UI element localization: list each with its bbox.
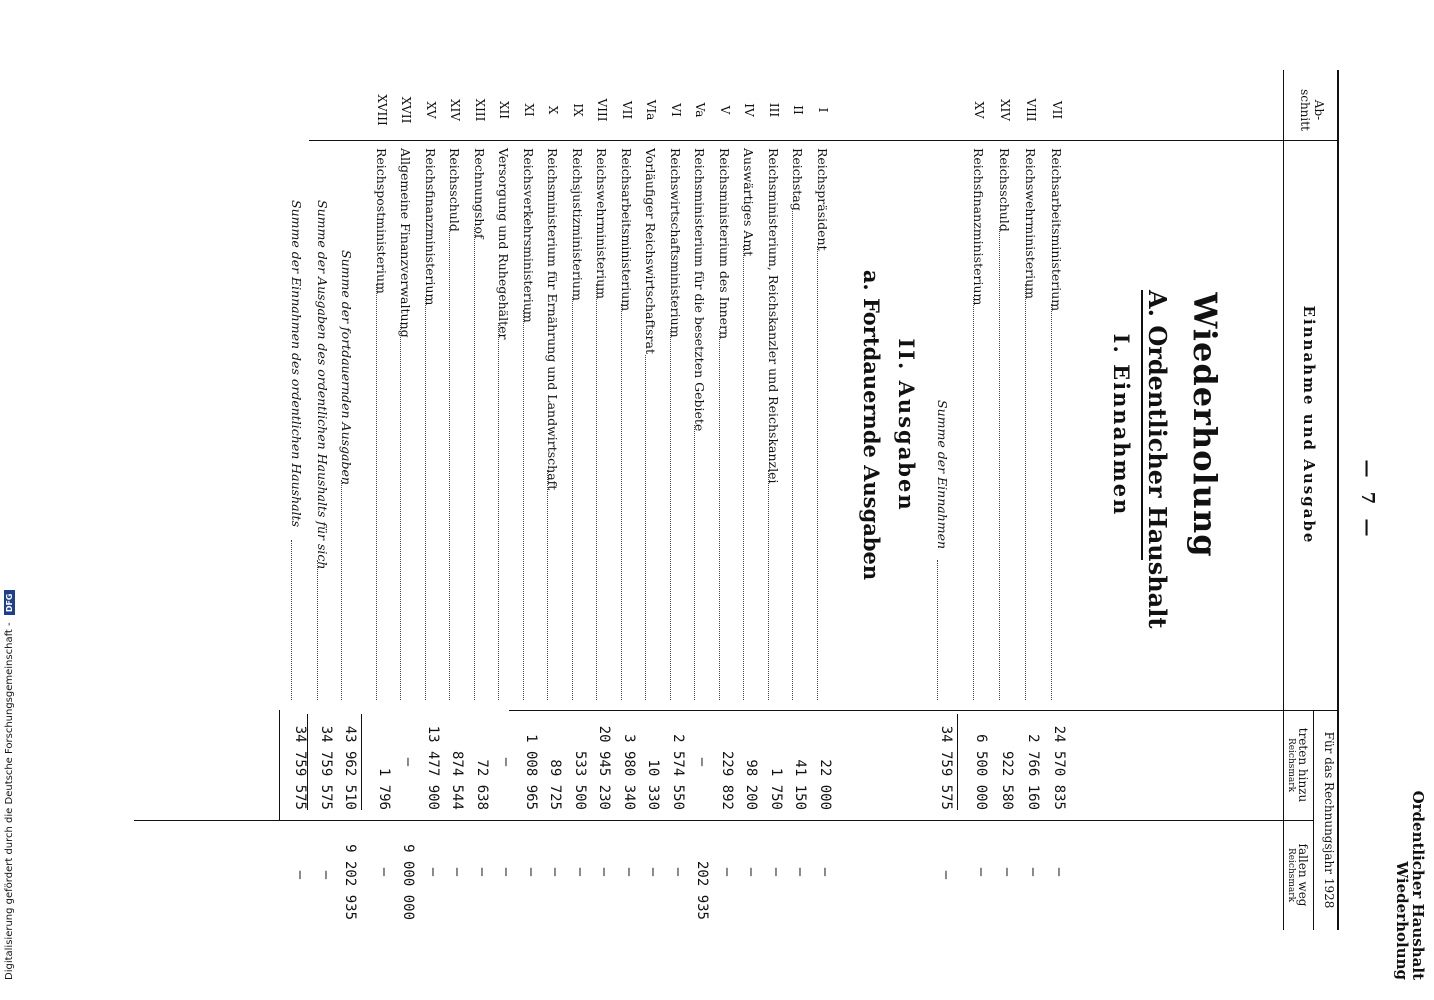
fortdauernd-rule (361, 714, 362, 810)
fortdauernd-sum-weg: 9 202 935 (342, 844, 358, 920)
row-treten-hinzu: — (694, 757, 711, 767)
row-abschnitt: XIV (448, 99, 463, 121)
year-rule (1313, 710, 1314, 930)
digitization-note (4, 591, 15, 981)
row-treten-hinzu: 20 945 230 (596, 725, 613, 810)
row-label: Reichsarbeitsministerium (1049, 148, 1064, 312)
header-treten-hinzu: treten hinzu (1296, 727, 1310, 803)
row-treten-hinzu: 6 500 000 (973, 734, 989, 810)
einnahmen-final-weg: — (292, 870, 308, 880)
row-fallen-weg: — (621, 867, 637, 877)
row-leader-dots (999, 227, 1000, 700)
row-fallen-weg: — (719, 867, 735, 877)
row-abschnitt: V (718, 105, 732, 115)
row-treten-hinzu: 533 500 (572, 750, 588, 810)
row-abschnitt: XI (522, 103, 536, 117)
ausgaben-sum-weg: — (318, 870, 334, 880)
row-leader-dots (621, 304, 622, 700)
ausgaben-sum-dots (317, 560, 318, 700)
row-abschnitt: IV (742, 103, 757, 117)
row-fallen-weg: — (376, 867, 392, 877)
row-abschnitt: II (791, 105, 806, 115)
row-treten-hinzu: 22 000 (817, 759, 833, 810)
row-label: Reichsfinanzministerium (971, 148, 986, 306)
header-rechnungsjahr (1322, 710, 1336, 930)
abschnitt-divider (309, 140, 1339, 141)
row-fallen-weg: — (498, 867, 515, 877)
row-label: Reichsarbeitsministerium (619, 148, 634, 312)
row-label: Reichswirtschaftsministerium (668, 148, 683, 338)
section-ausgaben-title: II. Ausgaben (894, 338, 919, 512)
fortdauernd-sum-label: Summe der fortdauernden Ausgaben (339, 250, 354, 485)
main-title: Wiederholung (1186, 292, 1224, 558)
row-treten-hinzu: 2 766 160 (1025, 734, 1041, 810)
row-label: Reichswehrministerium (1023, 148, 1038, 300)
row-leader-dots (499, 323, 500, 700)
row-fallen-weg: — (670, 867, 686, 877)
row-leader-dots (401, 323, 402, 700)
top-right-title (1394, 791, 1426, 980)
dfg-logo: DFG (4, 591, 15, 616)
einnahmen-sum-dots (937, 560, 938, 700)
einnahmen-final-label: Summe der Einnahmen des ordentlichen Haushalts (289, 200, 304, 528)
row-abschnitt: VII (1050, 100, 1064, 120)
row-abschnitt: I (816, 107, 830, 113)
row-leader-dots (793, 208, 794, 700)
row-fallen-weg: — (1025, 867, 1041, 877)
row-leader-dots (548, 470, 549, 700)
row-abschnitt: IX (571, 103, 585, 117)
row-abschnitt: XVII (399, 96, 414, 124)
row-abschnitt: VIII (595, 98, 610, 122)
row-fallen-weg: — (999, 867, 1015, 877)
row-leader-dots (572, 297, 573, 700)
row-fallen-weg: — (1051, 867, 1067, 877)
row-abschnitt: XII (497, 100, 512, 120)
header-year: 1928 (1322, 877, 1336, 909)
row-abschnitt: XIII (473, 98, 487, 122)
row-label: Versorgung und Ruhegehälter (496, 148, 512, 340)
row-label: Vorläufiger Reichswirtschaftsrat (643, 148, 659, 354)
row-leader-dots (695, 425, 696, 700)
row-treten-hinzu: 89 725 (547, 759, 564, 810)
header-unit-1: Reichsmark (1286, 737, 1296, 793)
row-treten-hinzu: 2 574 550 (670, 734, 686, 810)
row-leader-dots (768, 470, 769, 700)
row-fallen-weg: — (817, 867, 833, 877)
row-abschnitt: VII (620, 100, 634, 120)
row-treten-hinzu: — (400, 757, 417, 767)
row-fallen-weg: — (973, 867, 989, 877)
bottom-rule (279, 710, 280, 820)
row-treten-hinzu: 1 796 (376, 767, 392, 810)
row-abschnitt: X (546, 105, 561, 115)
row-leader-dots (597, 284, 598, 700)
digitization-note-text: Digitalisierung gefördert durch die Deutsche Forschungsgemeinschaft - (4, 622, 15, 980)
row-treten-hinzu: 229 892 (719, 750, 735, 810)
row-treten-hinzu: 24 570 835 (1051, 725, 1067, 810)
row-leader-dots (817, 246, 818, 700)
row-treten-hinzu: 922 580 (999, 750, 1015, 810)
row-abschnitt: XV (424, 101, 438, 119)
row-label: Reichsjustizministerium (570, 148, 585, 301)
row-leader-dots (646, 355, 647, 700)
row-fallen-weg: — (768, 867, 784, 877)
row-abschnitt: VIa (644, 99, 659, 121)
top-right-line2: Wiederholung (1393, 861, 1411, 980)
row-leader-dots (523, 310, 524, 700)
row-fallen-weg: — (596, 867, 613, 877)
fortdauernd-sum-hinzu: 43 962 510 (342, 725, 358, 810)
row-abschnitt: VI (669, 103, 683, 117)
row-abschnitt: XIV (998, 99, 1012, 121)
top-right-line1: Ordentlicher Haushalt (1409, 790, 1427, 980)
fortdauernd-sum-dots (341, 480, 342, 700)
row-fallen-weg: — (743, 867, 760, 877)
row-abschnitt: XV (972, 101, 986, 119)
row-treten-hinzu: 10 330 (645, 759, 662, 810)
section-fortdauernd-title: a. Fortdauernde Ausgaben (859, 269, 884, 581)
row-leader-dots (450, 227, 451, 700)
row-abschnitt: VIII (1024, 98, 1038, 122)
row-label: Reichsschuld (997, 148, 1012, 232)
einnahmen-sum-weg: — (938, 870, 954, 880)
row-treten-hinzu: 1 750 (768, 767, 784, 810)
row-label: Reichspostministerium (374, 148, 389, 294)
row-leader-dots (744, 246, 745, 700)
page-number: — 7 — (1357, 459, 1378, 541)
row-leader-dots (425, 297, 426, 700)
row-leader-dots (973, 297, 974, 700)
row-label: Reichsministerium des Innern (717, 148, 732, 340)
ausgaben-sum-label: Summe der Ausgaben des ordentlichen Haushalts für sich (315, 200, 330, 570)
row-treten-hinzu: 98 200 (743, 759, 760, 810)
row-treten-hinzu: 41 150 (792, 759, 809, 810)
row-abschnitt: XVIII (375, 94, 389, 126)
einnahmen-sum-label: Summe der Einnahmen (935, 400, 950, 550)
row-label: Reichswehrministerium (594, 148, 610, 300)
text-numbers-divider (509, 710, 1339, 711)
row-fallen-weg: — (792, 867, 809, 877)
row-fallen-weg: — (523, 867, 539, 877)
row-label: Reichsfinanzministerium (423, 148, 438, 306)
row-treten-hinzu: 72 638 (474, 759, 490, 810)
table-top-rule (1337, 70, 1339, 930)
row-label: Reichsschuld (447, 148, 463, 232)
row-treten-hinzu: 1 008 965 (523, 734, 539, 810)
row-abschnitt: Va (693, 102, 708, 118)
row-label: Allgemeine Finanzverwaltung (398, 148, 414, 338)
row-fallen-weg: — (645, 867, 662, 877)
einnahmen-sum-hinzu: 34 759 575 (938, 725, 954, 810)
row-treten-hinzu: 874 544 (449, 750, 466, 810)
row-treten-hinzu: 3 980 340 (621, 734, 637, 810)
row-label: Auswärtiges Amt (741, 148, 757, 257)
row-label: Reichsverkehrsministerium (521, 148, 536, 323)
einnahmen-final-dots (291, 540, 292, 700)
row-label: Reichsministerium für Ernährung und Landwirtschaft (545, 148, 561, 491)
row-leader-dots (1051, 304, 1052, 700)
header-einnahme-ausgabe: Einnahme und Ausgabe (1300, 305, 1318, 545)
einnahmen-final-hinzu: 34 759 575 (292, 725, 308, 810)
row-fallen-weg: — (449, 867, 466, 877)
row-treten-hinzu: 13 477 900 (425, 725, 441, 810)
row-leader-dots (670, 329, 671, 700)
row-leader-dots (376, 284, 377, 700)
row-fallen-weg: 9 000 000 (400, 844, 417, 920)
row-label: Reichspräsident (815, 148, 830, 251)
row-treten-hinzu: — (498, 757, 515, 767)
row-fallen-weg: — (572, 867, 588, 877)
einnahmen-sum-rule (957, 714, 958, 810)
row-label: Reichsministerium für die besetzten Gebiete (692, 148, 708, 432)
section-einnahmen-title: I. Einnahmen (1109, 333, 1134, 517)
ausgaben-sum-hinzu: 34 759 575 (318, 725, 334, 810)
header-bottom-rule (1283, 70, 1284, 930)
row-leader-dots (474, 227, 475, 700)
header-rechnungsjahr-label: Für das Rechnungsjahr (1322, 731, 1336, 874)
row-fallen-weg: 202 935 (694, 860, 711, 920)
header-abschnitt: Ab- schnitt (1298, 89, 1326, 131)
row-fallen-weg: — (425, 867, 441, 877)
row-label: Reichstag (790, 148, 806, 211)
sub-title: A. Ordentlicher Haushalt (1143, 290, 1172, 629)
row-abschnitt: III (767, 102, 781, 118)
row-label: Rechnungshof (472, 148, 487, 239)
header-unit-2: Reichsmark (1286, 847, 1296, 903)
columns-divider (134, 820, 1314, 821)
row-leader-dots (719, 329, 720, 700)
row-fallen-weg: — (474, 867, 490, 877)
row-leader-dots (1025, 284, 1026, 700)
row-label: Reichsministerium, Reichskanzler und Reichskanzlei (766, 148, 781, 484)
header-fallen-weg: fallen weg (1296, 843, 1310, 907)
row-fallen-weg: — (547, 867, 564, 877)
